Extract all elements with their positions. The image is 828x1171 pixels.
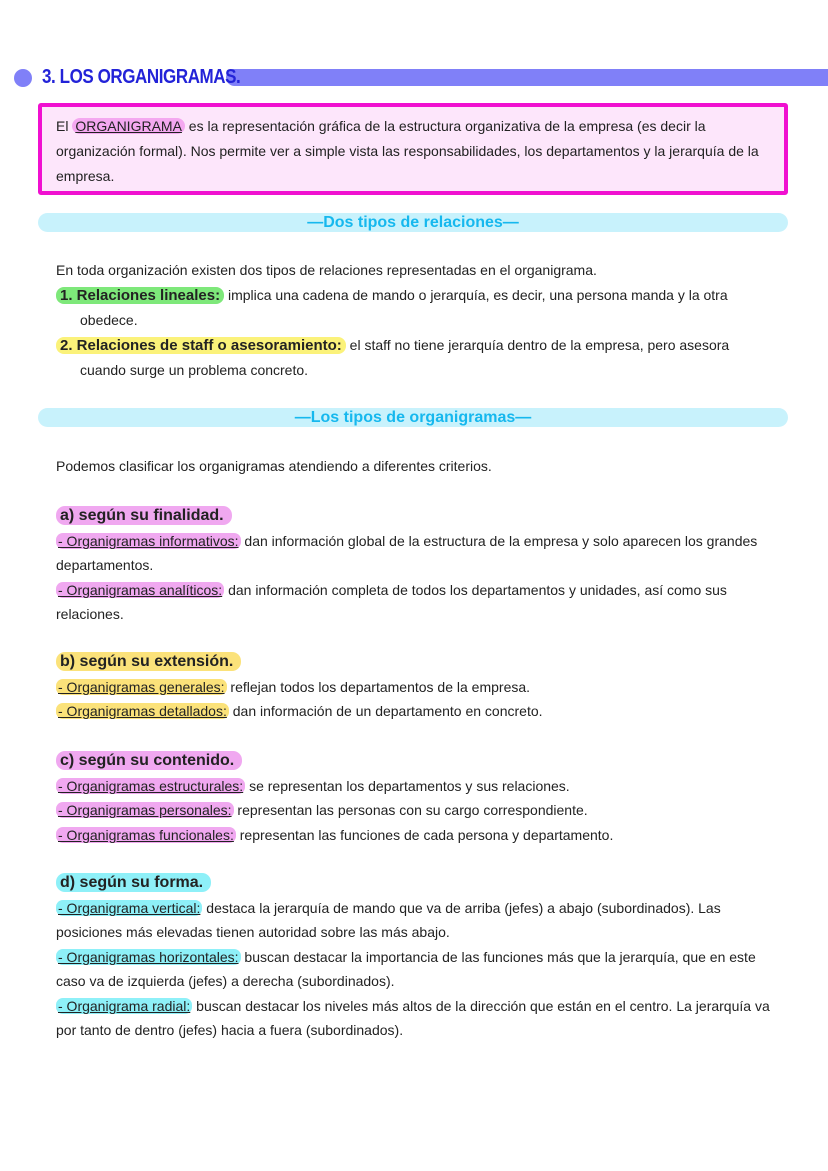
criterion-title: a) según su finalidad. [56,506,232,525]
relations-section [56,258,771,383]
header-bar [226,69,828,86]
item-label: - Organigramas funcionales: [58,826,234,843]
relation-item: 1. Relaciones lineales: implica una cadena de mando o jerarquía, es decir, una persona manda y la otra obedece. [56,283,771,333]
criterion-section [56,748,771,847]
criterion-item: - Organigramas informativos: dan información global de la estructura de la empresa y solo aparecen los grandes departamentos. [56,532,758,573]
item-label: - Organigrama vertical: [58,899,201,916]
criterion-title: d) según su forma. [56,873,211,892]
criterion-item: - Organigramas estructurales: se representan los departamentos y sus relaciones. [58,777,570,794]
item-label: - Organigramas estructurales: [58,777,244,794]
criterion-section [56,649,771,724]
types-intro: Podemos clasificar los organigramas atendiendo a diferentes criterios. [56,458,492,474]
section-title: 3. LOS ORGANIGRAMAS. [42,66,241,88]
item-label: - Organigramas generales: [58,678,225,695]
item-label: - Organigrama radial: [58,997,191,1014]
criterion-title: c) según su contenido. [56,751,242,770]
definition-text: El ORGANIGRAMA es la representación gráfica de la estructura organizativa de la empresa (es decir la organización formal). Nos permite ver a simple vista las responsabilidades, los departamentos y la jerarquía de la empresa. [56,118,759,184]
item-label: - Organigramas horizontales: [58,948,239,965]
criterion-section [56,503,771,627]
item-label: - Organigramas informativos: [58,532,239,549]
definition-box [38,103,788,195]
criterion-item: - Organigramas horizontales: buscan destacar la importancia de las funciones más que la jerarquía, que en este caso va de izquierda (jefes) a derecha (subordinados). [56,948,756,989]
keyword-highlight: ORGANIGRAMA [72,118,185,134]
relations-intro: En toda organización existen dos tipos de relaciones representadas en el organigrama. [56,262,597,278]
relation-item: 2. Relaciones de staff o asesoramiento: el staff no tiene jerarquía dentro de la empresa, pero asesora cuando surge un problema concreto. [56,333,771,383]
criterion-title: b) según su extensión. [56,652,241,671]
criterion-section [56,870,771,1043]
criterion-item: - Organigramas analíticos: dan información completa de todos los departamentos y unidades, así como sus relaciones. [56,581,727,622]
banner-types: —Los tipos de organigramas— [38,408,788,427]
banner-relations: —Dos tipos de relaciones— [38,213,788,232]
item-label: - Organigramas personales: [58,802,232,818]
item-label: - Organigramas analíticos: [58,581,223,598]
criterion-item: - Organigramas generales: reflejan todos los departamentos de la empresa. [58,678,531,695]
criterion-item: - Organigrama vertical: destaca la jerarquía de mando que va de arriba (jefes) a abajo (subordinados). Las posiciones más elevadas tienen autoridad sobre las más abajo. [56,899,721,940]
criterion-item: - Organigramas personales: representan las personas con su cargo correspondiente. [58,802,588,818]
item-label: - Organigramas detallados: [58,703,227,719]
criterion-item: - Organigrama radial: buscan destacar los niveles más altos de la dirección que están en el centro. La jerarquía va por tanto de dentro (jefes) hacia a fuera (subordinados). [56,997,770,1038]
bullet-dot-icon [14,69,32,87]
criterion-item: - Organigramas funcionales: representan las funciones de cada persona y departamento. [58,826,614,843]
criterion-item: - Organigramas detallados: dan información de un departamento en concreto. [58,703,543,719]
